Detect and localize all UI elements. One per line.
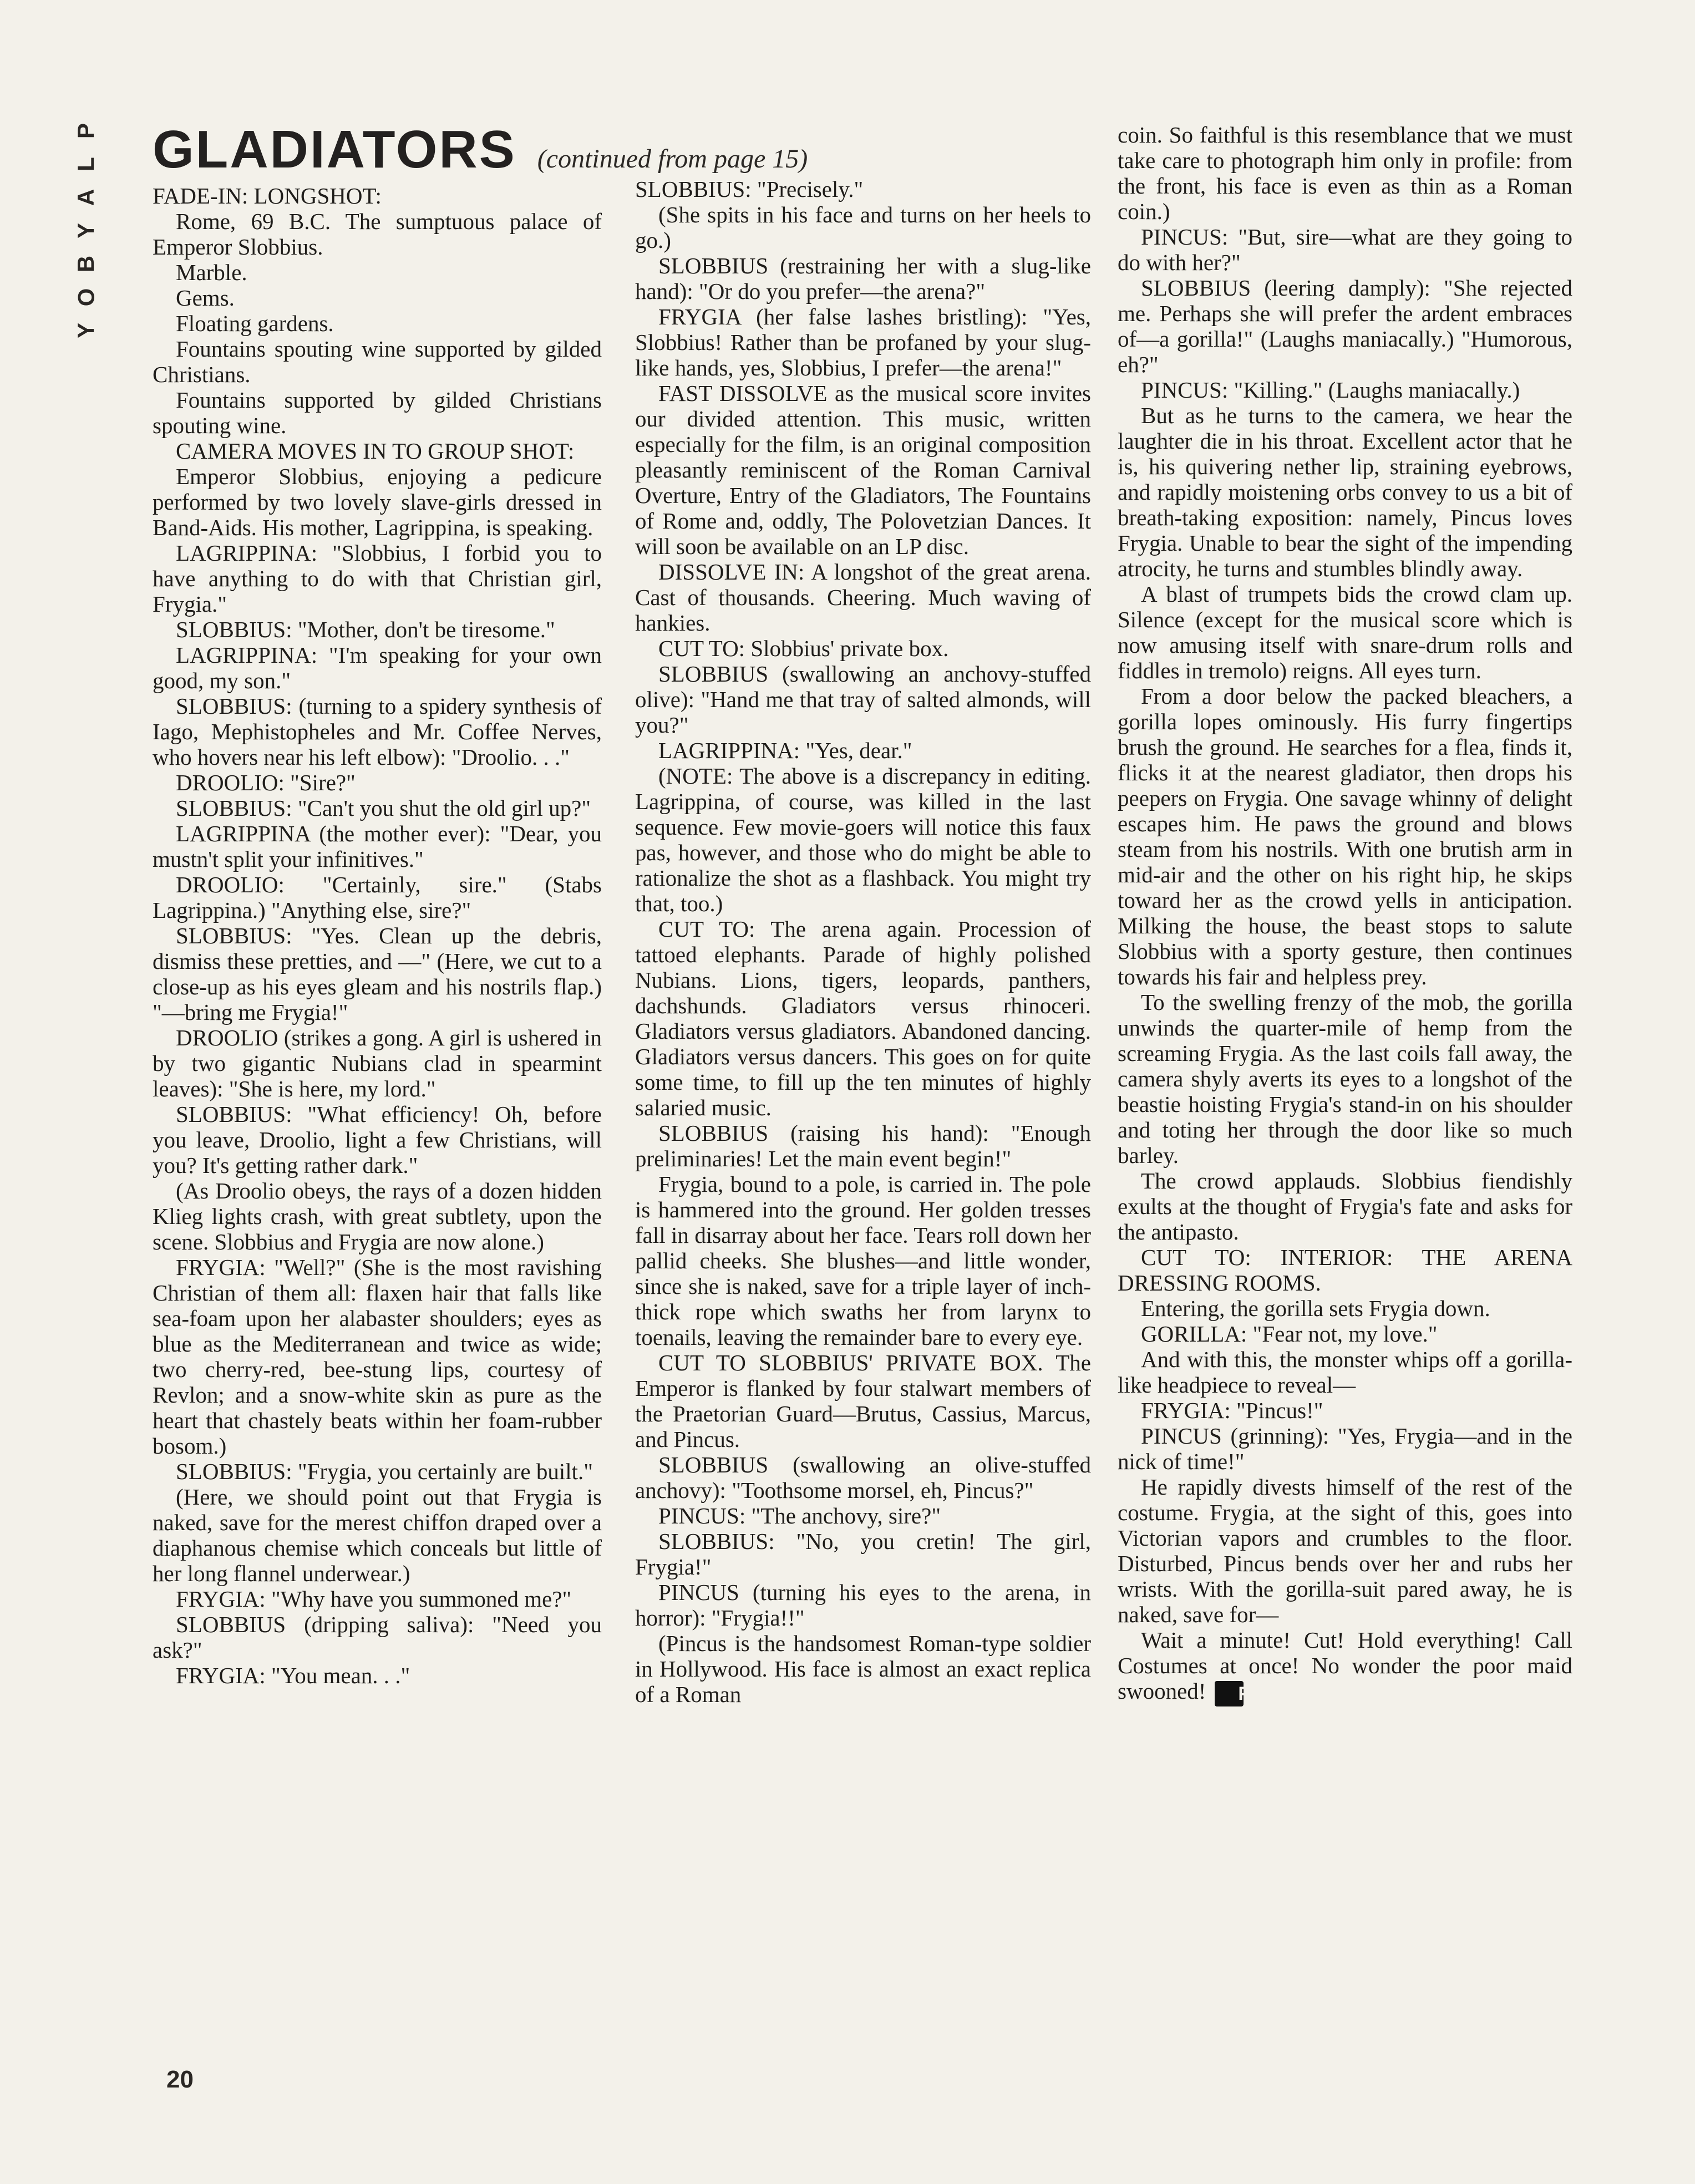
paragraph: Marble. (176, 260, 247, 285)
paragraph: SLOBBIUS: "Frygia, you certainly are built." (176, 1459, 593, 1484)
paragraph: Floating gardens. (176, 311, 334, 336)
article-header (153, 119, 1095, 180)
article-title: GLADIATORS (153, 120, 516, 179)
text-column-1 (153, 183, 602, 1688)
paragraph: From a door below the packed bleachers, a gorilla lopes ominously. His furry fingertips brush the ground. He searches for a flea, finds it, flicks it at the nearest gladiator, then drops his peepers on Frygia. One savage whinny of delight escapes him. He paws the ground and blows steam from his nostrils. With one brutish arm in mid-air and the other on his right hip, he skips toward her as the crowd yells in anticipation. Milking the house, the beast stops to salute Slobbius with a sporty gesture, then continues towards his fair and helpless prey. (1118, 683, 1572, 989)
paragraph: SLOBBIUS (swallowing an olive-stuffed anchovy): "Toothsome morsel, eh, Pincus?" (635, 1452, 1091, 1503)
paragraph: DROOLIO: "Sire?" (176, 770, 356, 795)
paragraph: DROOLIO (strikes a gong. A girl is ushered in by two gigantic Nubians clad in spearmint leaves): "She is here, my lord." (153, 1025, 602, 1101)
paragraph: FRYGIA: "Why have you summoned me?" (176, 1586, 572, 1612)
paragraph: SLOBBIUS: "No, you cretin! The girl, Frygia!" (635, 1528, 1091, 1579)
paragraph: SLOBBIUS: "What efficiency! Oh, before you leave, Droolio, light a few Christians, will you? It's getting rather dark." (153, 1101, 602, 1178)
paragraph: He rapidly divests himself of the rest of the costume. Frygia, at the sight of this, goes into Victorian vapors and crumbles to the floor. Disturbed, Pincus bends over her and rubs her wrists. With the gorilla-suit pared away, he is naked, save for— (1118, 1474, 1572, 1627)
page-number: 20 (166, 2066, 194, 2093)
paragraph: Wait a minute! Cut! Hold everything! Call Costumes at once! No wonder the poor maid swooned! P (1118, 1627, 1572, 1706)
paragraph: CUT TO SLOBBIUS' PRIVATE BOX. The Emperor is flanked by four stalwart members of the Praetorian Guard—Brutus, Cassius, Marcus, and Pincus. (635, 1350, 1091, 1452)
paragraph: CUT TO: Slobbius' private box. (658, 636, 949, 661)
paragraph: Frygia, bound to a pole, is carried in. The pole is hammered into the ground. Her golden tresses fall in disarray about her face. Tears roll down her pallid cheeks. She blushes—and little wonder, since she is naked, save for a triple layer of inch-thick rope which swaths her from larynx to toenails, leaving the remainder bare to every eye. (635, 1171, 1091, 1350)
paragraph: LAGRIPPINA: "Slobbius, I forbid you to have anything to do with that Christian girl, Frygia." (153, 540, 602, 617)
paragraph: (Pincus is the handsomest Roman-type soldier in Hollywood. His face is almost an exact replica of a Roman (635, 1631, 1091, 1707)
paragraph: CAMERA MOVES IN TO GROUP SHOT: (176, 438, 575, 464)
paragraph: And with this, the monster whips off a gorilla-like headpiece to reveal— (1118, 1347, 1572, 1398)
paragraph: But as he turns to the camera, we hear the laughter die in his throat. Excellent actor that he is, his quivering nether lip, straining eyebrows, and rapidly moistening orbs convey to us a bit of breath-taking exposition: namely, Pincus loves Frygia. Unable to bear the sight of the impending atrocity, he turns and stumbles blindly away. (1118, 403, 1572, 581)
continued-note: (continued from page 15) (537, 144, 808, 174)
paragraph: CUT TO: The arena again. Procession of tattoed elephants. Parade of highly polished Nubians. Lions, tigers, leopards, panthers, dachshunds. Gladiators versus rhinoceri. Gladiators versus gladiators. Abandoned dancing. Gladiators versus dancers. This goes on for quite some time, to fill up the ten minutes of highly salaried music. (635, 916, 1091, 1120)
paragraph: Rome, 69 B.C. The sumptuous palace of Emperor Slobbius. (153, 209, 602, 260)
paragraph: GORILLA: "Fear not, my love." (1141, 1321, 1438, 1347)
paragraph: (As Droolio obeys, the rays of a dozen hidden Klieg lights crash, with great subtlety, upon the scene. Slobbius and Frygia are now alone.) (153, 1178, 602, 1254)
paragraph: FRYGIA: "Well?" (She is the most ravishing Christian of them all: flaxen hair that falls like sea-foam upon her alabaster shoulders; eyes as blue as the Mediterranean and twice as wide; two cherry-red, bee-stung lips, courtesy of Revlon; and a snow-white skin as pure as the heart that chastely beats within her foam-rubber bosom.) (153, 1254, 602, 1459)
paragraph: FRYGIA: "Pincus!" (1141, 1398, 1323, 1423)
paragraph: Entering, the gorilla sets Frygia down. (1141, 1296, 1490, 1321)
paragraph: SLOBBIUS (dripping saliva): "Need you ask?" (153, 1612, 602, 1663)
text-column-3 (1118, 122, 1572, 1706)
paragraph: To the swelling frenzy of the mob, the gorilla unwinds the quarter-mile of hemp from the screaming Frygia. As the last coils fall away, the camera shyly averts its eyes to a longshot of the beastie hoisting Frygia's stand-in on his shoulder and toting her through the door like so much barley. (1118, 989, 1572, 1168)
paragraph: Emperor Slobbius, enjoying a pedicure performed by two lovely slave-girls dressed in Band-Aids. His mother, Lagrippina, is speaking. (153, 464, 602, 540)
paragraph: SLOBBIUS: "Mother, don't be tiresome." (176, 617, 555, 642)
end-mark-icon: P (1215, 1681, 1244, 1706)
paragraph: FAST DISSOLVE as the musical score invites our divided attention. This music, written especially for the film, is an original composition pleasantly reminiscent of the Roman Carnival Overture, Entry of the Gladiators, The Fountains of Rome and, oddly, The Polovetzian Dances. It will soon be available on an LP disc. (635, 380, 1091, 559)
paragraph: The crowd applauds. Slobbius fiendishly exults at the thought of Frygia's fate and asks for the antipasto. (1118, 1168, 1572, 1245)
paragraph: SLOBBIUS: (turning to a spidery synthesis of Iago, Mephistopheles and Mr. Coffee Nerves, who hovers near his left elbow): "Droolio. . ." (153, 693, 602, 770)
paragraph: LAGRIPPINA: "Yes, dear." (658, 738, 912, 763)
paragraph: Fountains spouting wine supported by gilded Christians. (153, 336, 602, 387)
paragraph: SLOBBIUS (leering damply): "She rejected me. Perhaps she will prefer the ardent embraces of—a gorilla!" (Laughs maniacally.) "Humorous, eh?" (1118, 275, 1572, 377)
brand-letter: L (73, 157, 99, 171)
paragraph: (Here, we should point out that Frygia is naked, save for the merest chiffon draped over a diaphanous chemise which conceals but little of her long flannel underwear.) (153, 1484, 602, 1586)
paragraph: PINCUS: "The anchovy, sire?" (658, 1503, 941, 1528)
paragraph: PINCUS (grinning): "Yes, Frygia—and in the nick of time!" (1118, 1423, 1572, 1474)
paragraph: SLOBBIUS (restraining her with a slug-like hand): "Or do you prefer—the arena?" (635, 253, 1091, 304)
brand-letter: O (72, 288, 99, 307)
paragraph: SLOBBIUS: "Can't you shut the old girl up?" (176, 795, 591, 821)
paragraph: SLOBBIUS (raising his hand): "Enough preliminaries! Let the main event begin!" (635, 1120, 1091, 1171)
paragraph: (She spits in his face and turns on her heels to go.) (635, 202, 1091, 253)
paragraph: LAGRIPPINA: "I'm speaking for your own good, my son." (153, 642, 602, 693)
paragraph: LAGRIPPINA (the mother ever): "Dear, you mustn't split your infinitives." (153, 821, 602, 872)
paragraph: Fountains supported by gilded Christians spouting wine. (153, 387, 602, 438)
paragraph: coin. So faithful is this resemblance that we must take care to photograph him only in profile: from the front, his face is even as thin as a Roman coin.) (1118, 122, 1572, 224)
paragraph: PINCUS: "But, sire—what are they going to do with her?" (1118, 224, 1572, 275)
paragraph: PINCUS (turning his eyes to the arena, in horror): "Frygia!!" (635, 1579, 1091, 1631)
paragraph: DROOLIO: "Certainly, sire." (Stabs Lagrippina.) "Anything else, sire?" (153, 872, 602, 923)
paragraph: SLOBBIUS: "Yes. Clean up the debris, dismiss these pretties, and —" (Here, we cut to a close-up as his eyes gleam and his nostrils flap.) "—bring me Frygia!" (153, 923, 602, 1025)
paragraph: SLOBBIUS (swallowing an anchovy-stuffed olive): "Hand me that tray of salted almonds, will you?" (635, 661, 1091, 738)
text-column-2 (635, 176, 1091, 1707)
paragraph: FADE-IN: LONGSHOT: (153, 183, 382, 209)
brand-letter: B (73, 255, 99, 273)
brand-letter: A (73, 189, 99, 206)
paragraph: CUT TO: INTERIOR: THE ARENA DRESSING ROOMS. (1118, 1245, 1572, 1296)
paragraph: FRYGIA: "You mean. . ." (176, 1663, 410, 1688)
paragraph: (NOTE: The above is a discrepancy in editing. Lagrippina, of course, was killed in the last sequence. Few movie-goers will notice this faux pas, however, and those who do might be able to rationalize the shot as a flashback. You might try that, too.) (635, 763, 1091, 916)
brand-letter: P (72, 123, 99, 139)
paragraph: FRYGIA (her false lashes bristling): "Yes, Slobbius! Rather than be profaned by your slug-like hands, yes, Slobbius, I prefer—the arena!" (635, 304, 1091, 380)
paragraph: PINCUS: "Killing." (Laughs maniacally.) (1141, 377, 1520, 403)
brand-letter: Y (72, 322, 99, 339)
paragraph: DISSOLVE IN: A longshot of the great arena. Cast of thousands. Cheering. Much waving of hankies. (635, 559, 1091, 636)
paragraph: SLOBBIUS: "Precisely." (635, 176, 864, 202)
brand-letter: Y (72, 222, 99, 239)
paragraph: Gems. (176, 285, 235, 311)
paragraph: A blast of trumpets bids the crowd clam up. Silence (except for the musical score which is now amusing itself with snare-drum rolls and fiddles in tremolo) reigns. All eyes turn. (1118, 581, 1572, 683)
vertical-brand (69, 119, 103, 342)
